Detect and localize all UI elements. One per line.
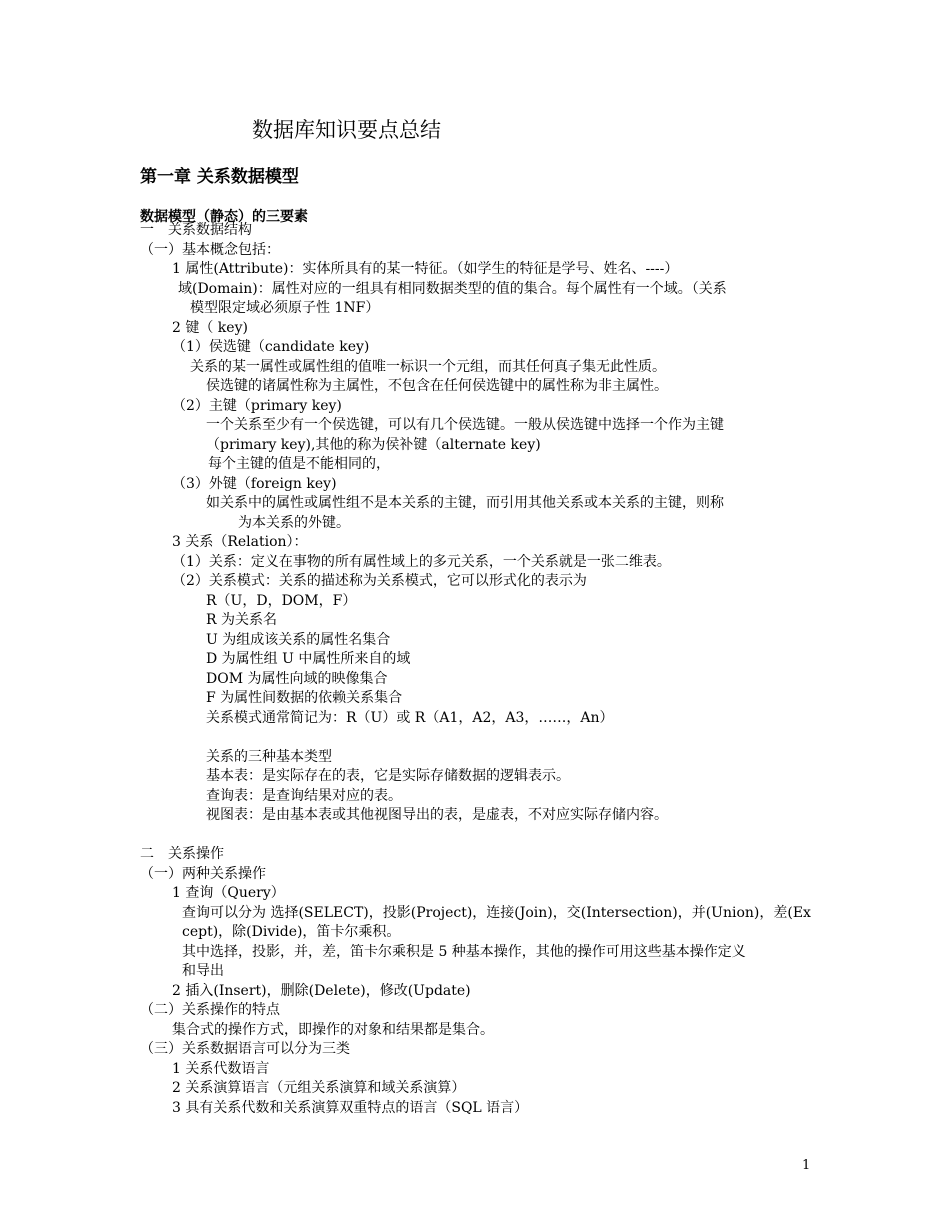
text-line: 侯选键的诸属性称为主属性，不包含在任何侯选键中的属性称为非主属性。 (206, 378, 668, 394)
text-line: 基本表：是实际存在的表，它是实际存储数据的逻辑表示。 (206, 768, 570, 784)
text-line: （一）基本概念包括： (140, 241, 280, 258)
text-line: 1 关系代数语言 (172, 1060, 270, 1077)
text-line: 1 属性(Attribute)：实体所具有的某一特征。（如学生的特征是学号、姓名、----） (172, 261, 679, 277)
text-line: 关系的某一属性或属性组的值唯一标识一个元组，而其任何真子集无此性质。 (190, 358, 666, 375)
text-line: 1 查询（Query） (172, 885, 285, 901)
text-line: 一 关系数据结构 (140, 222, 252, 238)
chapter-heading: 第一章 关系数据模型 (140, 167, 299, 187)
text-line: （primary key),其他的称为侯补键（alternate key) (206, 436, 541, 453)
blank-line (140, 826, 820, 846)
text-line: （1）侯选键（candidate key) (172, 339, 370, 355)
text-line: 模型限定域必须原子性 1NF） (190, 300, 380, 316)
text-line: （2）主键（primary key) (172, 397, 342, 414)
text-line: （一）两种关系操作 (140, 865, 266, 882)
text-line: 视图表：是由基本表或其他视图导出的表，是虚表，不对应实际存储内容。 (206, 807, 668, 823)
text-line: 集合式的操作方式，即操作的对象和结果都是集合。 (172, 1021, 494, 1038)
text-line: （三）关系数据语言可以分为三类 (140, 1041, 350, 1057)
text-line: 3 具有关系代数和关系演算双重特点的语言（SQL 语言） (172, 1099, 529, 1116)
text-line: 2 插入(Insert)，删除(Delete)，修改(Update) (172, 982, 471, 999)
text-line: 二 关系操作 (140, 846, 224, 862)
text-line: （1）关系：定义在事物的所有属性域上的多元关系，一个关系就是一张二维表。 (172, 553, 671, 570)
text-line: 域(Domain)：属性对应的一组具有相同数据类型的值的集合。每个属性有一个域。（关系 (178, 280, 727, 297)
text-line: cept)，除(Divide)，笛卡尔乘积。 (182, 924, 401, 940)
text-line: 2 键（ key) (172, 319, 248, 336)
text-line: （3）外键（foreign key) (172, 475, 337, 492)
section-heading: 数据模型（静态）的三要素 (140, 209, 308, 225)
text-line: D 为属性组 U 中属性所来自的域 (206, 651, 411, 667)
text-line: 一个关系至少有一个侯选键，可以有几个侯选键。一般从侯选键中选择一个作为主键 (206, 417, 724, 433)
text-line: U 为组成该关系的属性名集合 (206, 631, 391, 648)
text-line: DOM 为属性向域的映像集合 (206, 670, 388, 687)
text-line: 如关系中的属性或属性组不是本关系的主键，而引用其他关系或本关系的主键，则称 (206, 495, 724, 511)
text-line: 为本关系的外键。 (238, 514, 350, 531)
text-line: （二）关系操作的特点 (140, 1002, 280, 1018)
text-line: 查询表：是查询结果对应的表。 (206, 787, 402, 804)
text-line: R 为关系名 (206, 612, 277, 628)
text-line: R（U，D，DOM，F） (206, 592, 357, 609)
document-title: 数据库知识要点总结 (252, 118, 441, 142)
document-body (140, 221, 820, 1118)
text-line: 2 关系演算语言（元组关系演算和域关系演算） (172, 1080, 466, 1096)
text-line: 3 关系（Relation）： (172, 534, 308, 550)
text-line: （2）关系模式：关系的描述称为关系模式，它可以形式化的表示为 (172, 573, 587, 589)
text-line: F 为属性间数据的依赖关系集合 (206, 690, 403, 706)
text-line: 和导出 (182, 963, 224, 979)
page-number: 1 (802, 1158, 811, 1173)
text-line: 每个主键的值是不能相同的， (208, 456, 390, 472)
text-line: 其中选择，投影，并，差，笛卡尔乘积是 5 种基本操作，其他的操作可用这些基本操作定义 (182, 943, 746, 960)
text-line: 查询可以分为 选择(SELECT)，投影(Project)，连接(Join)，交(Intersection)，并(Union)，差(Ex (182, 904, 811, 921)
blank-line (140, 728, 820, 748)
text-line: 关系的三种基本类型 (206, 748, 332, 765)
text-line: 关系模式通常简记为：R（U）或 R（A1，A2，A3，……，An） (206, 709, 614, 726)
